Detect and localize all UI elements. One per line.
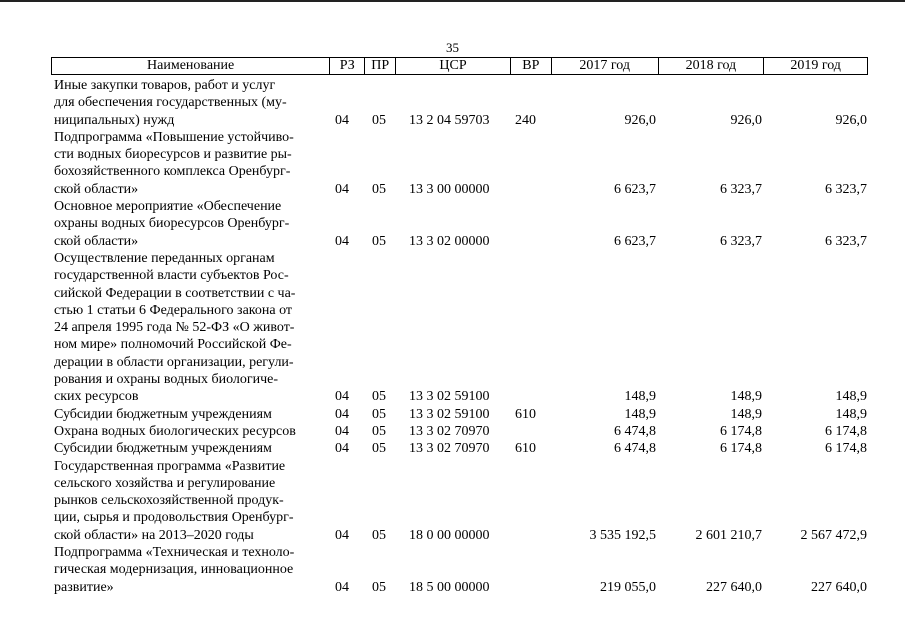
table-row bbox=[51, 198, 868, 250]
header-csr: ЦСР bbox=[396, 58, 511, 74]
row-csr: 13 3 02 70970 bbox=[409, 423, 490, 439]
row-name bbox=[51, 440, 330, 457]
row-name-line: Иные закупки товаров, работ и услуг bbox=[54, 78, 276, 93]
row-vr: 610 bbox=[515, 406, 536, 422]
row-value-2018: 6 323,7 bbox=[720, 181, 762, 197]
row-rz: 04 bbox=[335, 423, 349, 439]
header-rz: РЗ bbox=[330, 58, 365, 74]
row-name-line: ских ресурсов bbox=[54, 389, 139, 405]
row-value-2018: 6 323,7 bbox=[720, 233, 762, 249]
row-value-2019: 148,9 bbox=[835, 406, 867, 422]
row-value-2017: 148,9 bbox=[624, 406, 656, 422]
row-value-2018: 6 174,8 bbox=[720, 441, 762, 457]
table-row bbox=[51, 77, 868, 129]
row-value-2018: 227 640,0 bbox=[706, 579, 762, 595]
row-value-2017: 148,9 bbox=[624, 389, 656, 405]
row-csr: 18 5 00 00000 bbox=[409, 579, 490, 595]
row-name-line: сийской Федерации в соответствии с ча- bbox=[54, 285, 296, 301]
row-name-line: для обеспечения государственных (му- bbox=[54, 95, 287, 111]
row-csr: 13 2 04 59703 bbox=[409, 112, 490, 128]
row-name-line: ном мире» полномочий Российской Фе- bbox=[54, 337, 292, 353]
row-name-line: Подпрограмма «Техническая и техноло- bbox=[54, 545, 295, 561]
table-row bbox=[51, 406, 868, 423]
row-name-line: ниципальных) нужд bbox=[54, 112, 175, 128]
header-2017: 2017 год bbox=[552, 58, 659, 74]
row-pr: 05 bbox=[372, 181, 386, 197]
row-pr: 05 bbox=[372, 441, 386, 457]
row-csr: 13 3 02 70970 bbox=[409, 441, 490, 457]
row-name bbox=[51, 458, 330, 544]
table-row bbox=[51, 129, 868, 198]
row-rz: 04 bbox=[335, 389, 349, 405]
row-value-2019: 148,9 bbox=[835, 389, 867, 405]
row-value-2019: 6 323,7 bbox=[825, 181, 867, 197]
row-name-line: развитие» bbox=[54, 579, 114, 595]
row-value-2018: 148,9 bbox=[730, 389, 762, 405]
row-pr: 05 bbox=[372, 423, 386, 439]
scan-top-edge bbox=[0, 0, 905, 2]
row-csr: 13 3 02 00000 bbox=[409, 233, 490, 249]
row-value-2017: 219 055,0 bbox=[600, 579, 656, 595]
row-name bbox=[51, 423, 330, 440]
row-name-line: Субсидии бюджетным учреждениям bbox=[54, 406, 272, 422]
row-name bbox=[51, 77, 330, 129]
row-value-2017: 926,0 bbox=[624, 112, 656, 128]
row-rz: 04 bbox=[335, 181, 349, 197]
row-name-line: Субсидии бюджетным учреждениям bbox=[54, 441, 272, 457]
header-vr: ВР bbox=[511, 58, 552, 74]
row-name-line: стью 1 статьи 6 Федерального закона от bbox=[54, 302, 293, 318]
row-name-line: Государственная программа «Развитие bbox=[54, 458, 286, 474]
row-value-2019: 6 174,8 bbox=[825, 441, 867, 457]
row-name-line: дерации в области организации, регули- bbox=[54, 354, 294, 370]
table-row bbox=[51, 423, 868, 440]
row-pr: 05 bbox=[372, 579, 386, 595]
row-name-line: охраны водных биоресурсов Оренбург- bbox=[54, 216, 290, 232]
row-rz: 04 bbox=[335, 406, 349, 422]
row-value-2018: 926,0 bbox=[730, 112, 762, 128]
row-name-line: государственной власти субъектов Рос- bbox=[54, 268, 289, 284]
table-row bbox=[51, 440, 868, 457]
row-csr: 18 0 00 00000 bbox=[409, 527, 490, 543]
table-row bbox=[51, 458, 868, 544]
row-value-2017: 6 623,7 bbox=[614, 233, 656, 249]
row-vr: 610 bbox=[515, 441, 536, 457]
header-pr: ПР bbox=[365, 58, 396, 74]
row-name-line: ской области» bbox=[54, 233, 139, 249]
row-value-2017: 3 535 192,5 bbox=[589, 527, 656, 543]
row-name bbox=[51, 544, 330, 596]
row-rz: 04 bbox=[335, 112, 349, 128]
row-rz: 04 bbox=[335, 579, 349, 595]
row-rz: 04 bbox=[335, 233, 349, 249]
row-value-2018: 148,9 bbox=[730, 406, 762, 422]
row-name bbox=[51, 406, 330, 423]
row-csr: 13 3 00 00000 bbox=[409, 181, 490, 197]
row-name-line: рынков сельскохозяйственной продук- bbox=[54, 493, 284, 509]
table-row bbox=[51, 250, 868, 406]
table-body bbox=[51, 77, 868, 596]
row-name-line: сельского хозяйства и регулирование bbox=[54, 475, 276, 491]
page-number: 35 bbox=[446, 40, 459, 55]
row-pr: 05 bbox=[372, 233, 386, 249]
row-value-2017: 6 623,7 bbox=[614, 181, 656, 197]
row-name-line: Подпрограмма «Повышение устойчиво- bbox=[54, 129, 294, 145]
row-value-2018: 2 601 210,7 bbox=[695, 527, 762, 543]
row-value-2017: 6 474,8 bbox=[614, 423, 656, 439]
row-name-line: Основное мероприятие «Обеспечение bbox=[54, 199, 282, 215]
row-name-line: сти водных биоресурсов и развитие ры- bbox=[54, 147, 292, 163]
row-csr: 13 3 02 59100 bbox=[409, 406, 490, 422]
row-value-2018: 6 174,8 bbox=[720, 423, 762, 439]
row-name-line: рования и охраны водных биологиче- bbox=[54, 372, 279, 388]
row-value-2019: 2 567 472,9 bbox=[800, 527, 867, 543]
row-pr: 05 bbox=[372, 389, 386, 405]
row-value-2019: 6 323,7 bbox=[825, 233, 867, 249]
row-value-2017: 6 474,8 bbox=[614, 441, 656, 457]
row-vr: 240 bbox=[515, 112, 536, 128]
row-pr: 05 bbox=[372, 112, 386, 128]
row-name bbox=[51, 198, 330, 250]
row-name-line: ской области» bbox=[54, 181, 139, 197]
row-value-2019: 6 174,8 bbox=[825, 423, 867, 439]
table-row bbox=[51, 544, 868, 596]
header-2019: 2019 год bbox=[790, 58, 841, 73]
row-name bbox=[51, 250, 330, 406]
row-name bbox=[51, 129, 330, 198]
row-csr: 13 3 02 59100 bbox=[409, 389, 490, 405]
table-header bbox=[51, 57, 868, 75]
row-name-line: Охрана водных биологических ресурсов bbox=[54, 423, 296, 439]
row-name-line: ской области» на 2013–2020 годы bbox=[54, 527, 254, 543]
row-value-2019: 227 640,0 bbox=[811, 579, 867, 595]
header-2018: 2018 год bbox=[659, 58, 765, 74]
row-name-line: бохозяйственного комплекса Оренбург- bbox=[54, 164, 291, 180]
row-pr: 05 bbox=[372, 406, 386, 422]
row-name-line: Осуществление переданных органам bbox=[54, 250, 275, 266]
row-name-line: 24 апреля 1995 года № 52-ФЗ «О живот- bbox=[54, 320, 295, 336]
row-name-line: гическая модернизация, инновационное bbox=[54, 562, 294, 578]
row-pr: 05 bbox=[372, 527, 386, 543]
row-value-2019: 926,0 bbox=[835, 112, 867, 128]
row-rz: 04 bbox=[335, 527, 349, 543]
row-rz: 04 bbox=[335, 441, 349, 457]
row-name-line: ции, сырья и продовольствия Оренбург- bbox=[54, 510, 294, 526]
header-name: Наименование bbox=[52, 58, 330, 74]
